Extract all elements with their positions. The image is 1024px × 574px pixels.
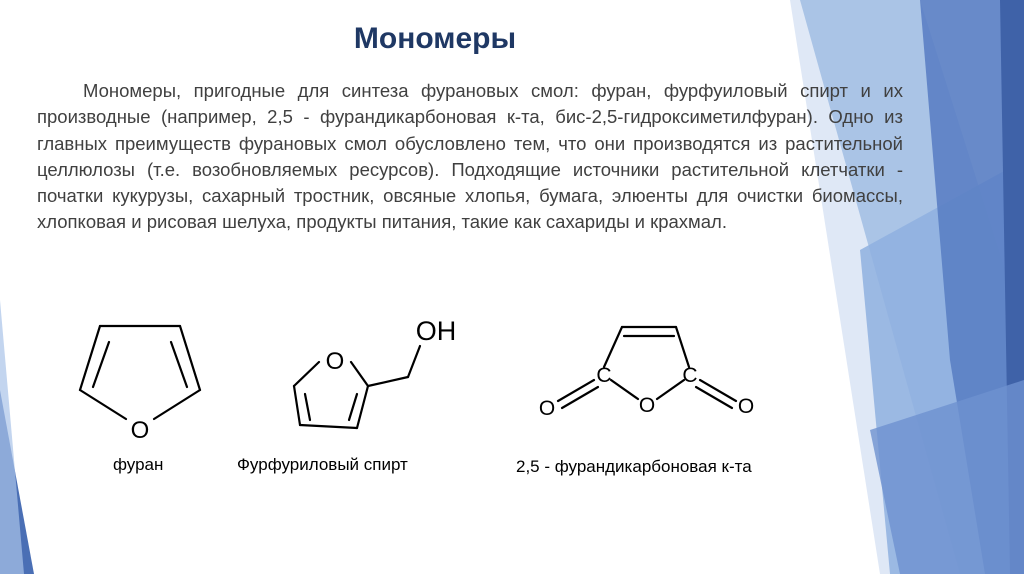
acid-right-carbon-label: C xyxy=(682,364,698,387)
acid-right-oxygen-label: O xyxy=(737,395,755,418)
slide-title: Мономеры xyxy=(353,22,517,55)
furfuryl-oh-label: OH xyxy=(415,316,457,346)
chemical-structures xyxy=(0,310,800,450)
furan-structure xyxy=(80,326,200,419)
acid-left-carbon-label: C xyxy=(596,364,612,387)
slide-paragraph: Мономеры, пригодные для синтеза фурановых смол: фуран, фурфуиловый спирт и их производные (например, 2,5 - фурандикарбоновая к-та, бис-2,5-гидроксиметилфуран). Одно из главных преимуществ фурановых смол обусловлено тем, что они производятся из растительной целлюлозы (т.е. возобновляемых ресурсов). Подходящие источники растительной клетчатки - початки кукурузы, сахарный тростник, овсяные хлопья, бумага, элюенты для очистки биомассы, хлопковая и рисовая шелуха, продукты питания, такие как сахариды и крахмал. xyxy=(37,80,903,233)
furan-caption: фуран xyxy=(113,455,164,474)
furfuryl-structure xyxy=(294,346,420,428)
furfuryl-oxygen-label: O xyxy=(325,348,345,375)
acid-ring-oxygen-label: O xyxy=(638,394,656,417)
acid-left-oxygen-label: O xyxy=(538,397,556,420)
furan-oxygen-label: O xyxy=(130,417,150,444)
furfuryl-caption: Фурфуриловый спирт xyxy=(237,455,408,474)
acid-caption: 2,5 - фурандикарбоновая к-та xyxy=(516,457,752,476)
